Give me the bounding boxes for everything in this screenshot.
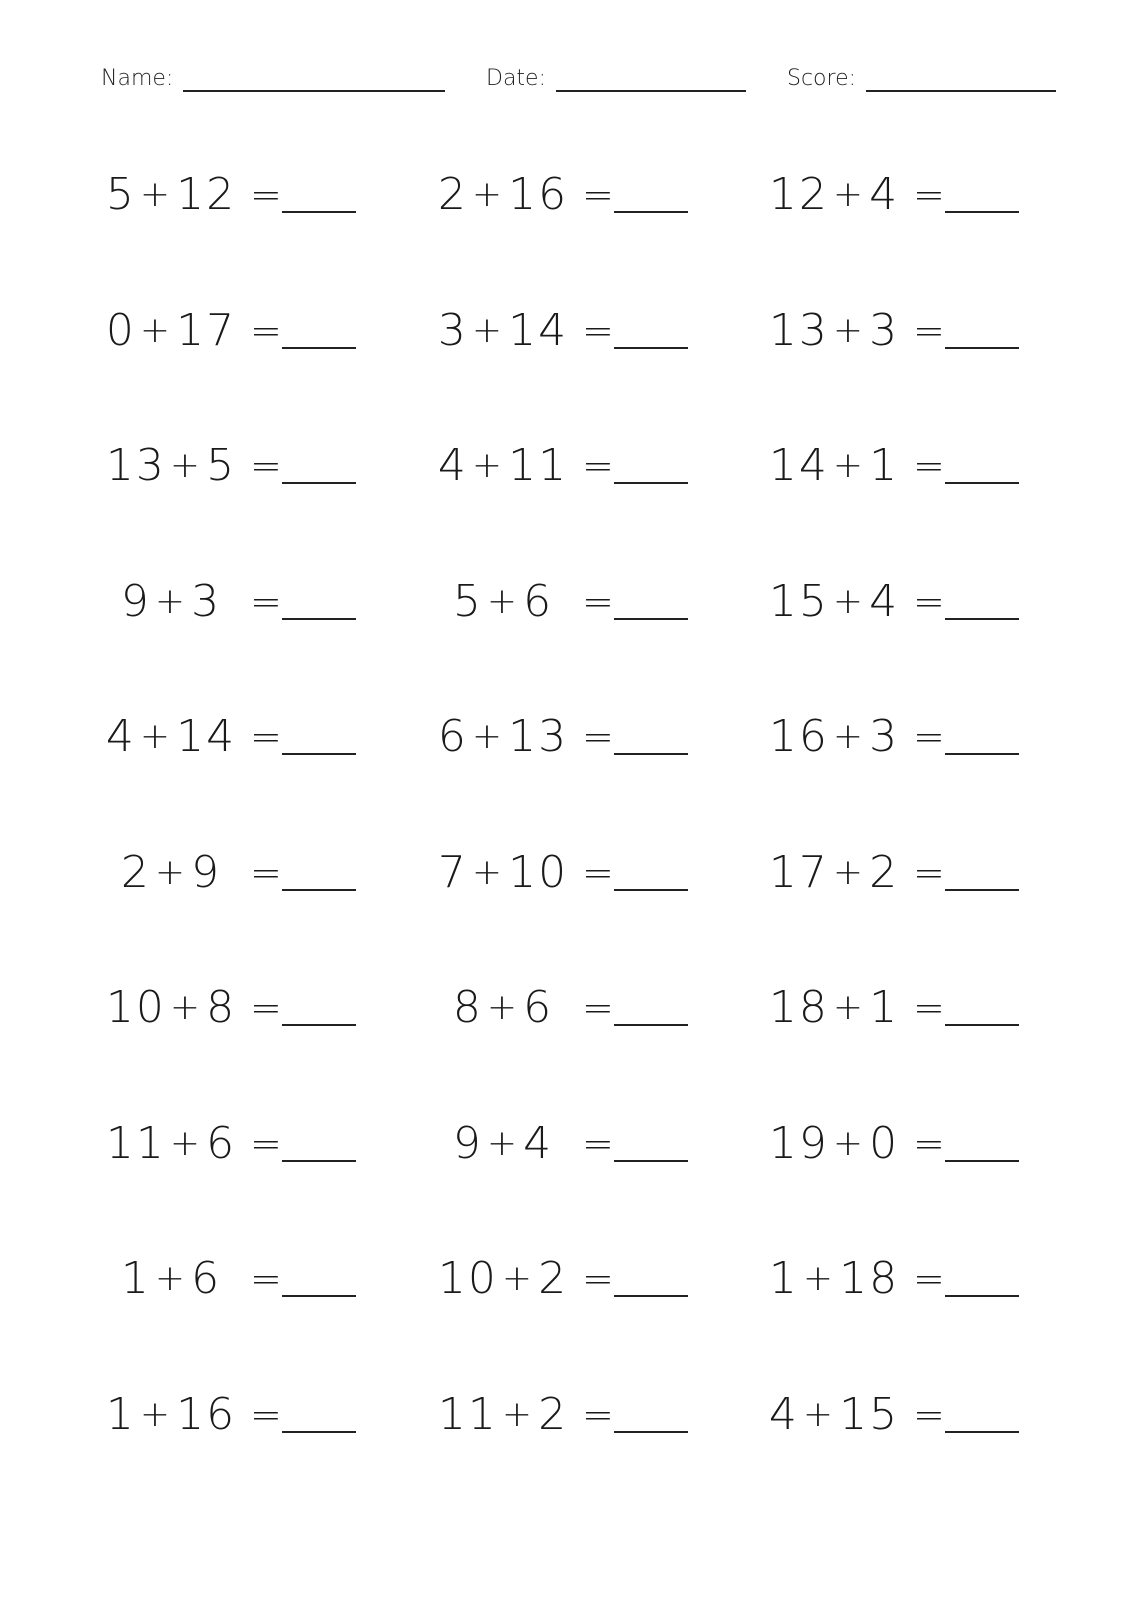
addend-2: 6 <box>523 576 554 627</box>
plus-sign: + <box>139 174 173 215</box>
addend-2: 4 <box>523 1118 554 1169</box>
problem-item <box>428 165 758 225</box>
addend-1: 9 <box>120 576 151 627</box>
answer-blank[interactable] <box>614 1024 688 1026</box>
plus-sign: + <box>832 852 866 893</box>
problem-item <box>759 1114 1089 1174</box>
problem-item <box>428 978 758 1038</box>
plus-sign: + <box>139 1394 173 1435</box>
problem-expression <box>428 572 578 635</box>
addend-2: 6 <box>206 1118 237 1169</box>
equals-sign: = <box>250 1257 282 1301</box>
equals-sign: = <box>582 1393 614 1437</box>
addend-2: 6 <box>523 982 554 1033</box>
addend-1: 5 <box>105 169 136 220</box>
addend-2: 2 <box>869 847 900 898</box>
plus-sign: + <box>139 310 173 351</box>
addend-1: 1 <box>768 1253 799 1304</box>
addend-1: 13 <box>105 440 166 491</box>
plus-sign: + <box>832 987 866 1028</box>
addend-2: 6 <box>191 1253 222 1304</box>
equals-sign: = <box>250 986 282 1030</box>
addend-2: 2 <box>538 1253 569 1304</box>
answer-blank[interactable] <box>282 889 356 891</box>
addend-2: 4 <box>869 169 900 220</box>
problem-expression <box>759 165 909 228</box>
problem-expression <box>96 165 246 228</box>
answer-blank[interactable] <box>614 1160 688 1162</box>
problem-item <box>759 707 1089 767</box>
answer-blank[interactable] <box>614 889 688 891</box>
plus-sign: + <box>501 1258 535 1299</box>
problem-expression <box>428 978 578 1041</box>
plus-sign: + <box>169 987 203 1028</box>
addend-2: 16 <box>508 169 569 220</box>
answer-blank[interactable] <box>614 1431 688 1433</box>
addend-2: 16 <box>176 1389 237 1440</box>
plus-sign: + <box>832 1123 866 1164</box>
answer-blank[interactable] <box>282 1024 356 1026</box>
addend-1: 9 <box>452 1118 483 1169</box>
equals-sign: = <box>250 851 282 895</box>
problem-expression <box>96 978 246 1041</box>
addend-2: 1 <box>869 440 900 491</box>
equals-sign: = <box>250 309 282 353</box>
answer-blank[interactable] <box>945 753 1019 755</box>
addend-1: 1 <box>120 1253 151 1304</box>
date-label: Date: <box>486 66 546 91</box>
problem-item <box>759 978 1089 1038</box>
problem-item <box>428 707 758 767</box>
problem-item <box>428 843 758 903</box>
equals-sign: = <box>250 1393 282 1437</box>
equals-sign: = <box>913 173 945 217</box>
problem-expression <box>759 572 909 635</box>
equals-sign: = <box>582 986 614 1030</box>
addend-1: 4 <box>768 1389 799 1440</box>
answer-blank[interactable] <box>945 1431 1019 1433</box>
plus-sign: + <box>832 310 866 351</box>
answer-blank[interactable] <box>282 618 356 620</box>
problem-expression <box>96 843 246 906</box>
answer-blank[interactable] <box>945 1024 1019 1026</box>
addend-1: 7 <box>437 847 468 898</box>
answer-blank[interactable] <box>282 211 356 213</box>
problem-expression <box>96 436 246 499</box>
addend-2: 4 <box>869 576 900 627</box>
equals-sign: = <box>913 1122 945 1166</box>
answer-blank[interactable] <box>945 1160 1019 1162</box>
plus-sign: + <box>154 1258 188 1299</box>
addend-1: 18 <box>768 982 829 1033</box>
equals-sign: = <box>913 309 945 353</box>
problem-expression <box>428 843 578 906</box>
addend-2: 13 <box>508 711 569 762</box>
plus-sign: + <box>832 445 866 486</box>
addend-2: 3 <box>191 576 222 627</box>
problem-expression <box>759 1385 909 1448</box>
addend-2: 11 <box>508 440 569 491</box>
problem-expression <box>96 1114 246 1177</box>
equals-sign: = <box>582 309 614 353</box>
problem-expression <box>428 1249 578 1312</box>
equals-sign: = <box>913 580 945 624</box>
plus-sign: + <box>486 987 520 1028</box>
problem-expression <box>759 1249 909 1312</box>
addend-2: 3 <box>869 305 900 356</box>
equals-sign: = <box>582 173 614 217</box>
equals-sign: = <box>582 580 614 624</box>
problem-item <box>428 572 758 632</box>
addend-1: 2 <box>437 169 468 220</box>
equals-sign: = <box>250 1122 282 1166</box>
answer-blank[interactable] <box>945 1295 1019 1297</box>
addend-1: 16 <box>768 711 829 762</box>
problem-expression <box>759 978 909 1041</box>
problem-item <box>96 843 426 903</box>
problem-item <box>759 165 1089 225</box>
equals-sign: = <box>913 444 945 488</box>
answer-blank[interactable] <box>614 347 688 349</box>
problem-expression <box>96 1385 246 1448</box>
problem-item <box>428 301 758 361</box>
problem-item <box>759 572 1089 632</box>
problem-expression <box>759 1114 909 1177</box>
addend-1: 4 <box>437 440 468 491</box>
plus-sign: + <box>471 852 505 893</box>
problem-item <box>96 707 426 767</box>
problem-item <box>96 978 426 1038</box>
addend-1: 3 <box>437 305 468 356</box>
equals-sign: = <box>582 444 614 488</box>
answer-blank[interactable] <box>614 1295 688 1297</box>
problem-expression <box>428 1114 578 1177</box>
equals-sign: = <box>582 1122 614 1166</box>
problem-expression <box>96 572 246 635</box>
score-label: Score: <box>787 66 857 91</box>
problem-item <box>759 436 1089 496</box>
problem-item <box>428 1249 758 1309</box>
plus-sign: + <box>486 1123 520 1164</box>
problem-item <box>96 572 426 632</box>
plus-sign: + <box>832 174 866 215</box>
equals-sign: = <box>582 1257 614 1301</box>
addend-1: 17 <box>768 847 829 898</box>
equals-sign: = <box>582 851 614 895</box>
equals-sign: = <box>913 851 945 895</box>
answer-blank[interactable] <box>614 482 688 484</box>
problem-expression <box>759 301 909 364</box>
problem-expression <box>96 301 246 364</box>
addend-1: 1 <box>105 1389 136 1440</box>
problem-item <box>96 301 426 361</box>
addend-1: 5 <box>452 576 483 627</box>
problem-expression <box>428 1385 578 1448</box>
answer-blank[interactable] <box>282 753 356 755</box>
addend-2: 0 <box>869 1118 900 1169</box>
addend-1: 8 <box>452 982 483 1033</box>
plus-sign: + <box>154 852 188 893</box>
problem-expression <box>759 436 909 499</box>
problem-expression <box>428 165 578 228</box>
addend-1: 10 <box>437 1253 498 1304</box>
problem-item <box>96 165 426 225</box>
addend-1: 0 <box>105 305 136 356</box>
problem-expression <box>96 707 246 770</box>
problem-item <box>96 436 426 496</box>
plus-sign: + <box>501 1394 535 1435</box>
equals-sign: = <box>250 580 282 624</box>
plus-sign: + <box>471 445 505 486</box>
addend-2: 12 <box>176 169 237 220</box>
problem-expression <box>759 843 909 906</box>
addend-1: 11 <box>437 1389 498 1440</box>
answer-blank[interactable] <box>282 1295 356 1297</box>
answer-blank[interactable] <box>614 753 688 755</box>
addend-1: 15 <box>768 576 829 627</box>
problem-expression <box>759 707 909 770</box>
equals-sign: = <box>913 715 945 759</box>
addend-1: 4 <box>105 711 136 762</box>
addend-2: 9 <box>191 847 222 898</box>
plus-sign: + <box>169 445 203 486</box>
plus-sign: + <box>154 581 188 622</box>
problem-item <box>428 1385 758 1445</box>
answer-blank[interactable] <box>945 211 1019 213</box>
problem-expression <box>428 436 578 499</box>
addend-2: 18 <box>839 1253 900 1304</box>
answer-blank[interactable] <box>282 1160 356 1162</box>
plus-sign: + <box>832 581 866 622</box>
answer-blank[interactable] <box>945 347 1019 349</box>
problem-item <box>759 843 1089 903</box>
problem-expression <box>96 1249 246 1312</box>
addend-2: 14 <box>508 305 569 356</box>
answer-blank[interactable] <box>945 889 1019 891</box>
plus-sign: + <box>486 581 520 622</box>
plus-sign: + <box>471 716 505 757</box>
plus-sign: + <box>139 716 173 757</box>
answer-blank[interactable] <box>282 1431 356 1433</box>
problem-item <box>96 1249 426 1309</box>
problem-item <box>428 1114 758 1174</box>
addend-1: 12 <box>768 169 829 220</box>
addend-2: 10 <box>508 847 569 898</box>
addend-2: 17 <box>176 305 237 356</box>
name-label: Name: <box>101 66 174 91</box>
problem-expression <box>428 301 578 364</box>
answer-blank[interactable] <box>614 618 688 620</box>
equals-sign: = <box>250 715 282 759</box>
addend-2: 5 <box>206 440 237 491</box>
addend-1: 10 <box>105 982 166 1033</box>
addend-1: 19 <box>768 1118 829 1169</box>
answer-blank[interactable] <box>945 618 1019 620</box>
answer-blank[interactable] <box>282 347 356 349</box>
problem-item <box>96 1114 426 1174</box>
equals-sign: = <box>913 1257 945 1301</box>
addend-2: 8 <box>206 982 237 1033</box>
addend-1: 6 <box>437 711 468 762</box>
problem-item <box>759 301 1089 361</box>
problem-item <box>759 1249 1089 1309</box>
equals-sign: = <box>913 986 945 1030</box>
answer-blank[interactable] <box>282 482 356 484</box>
equals-sign: = <box>250 173 282 217</box>
addend-1: 14 <box>768 440 829 491</box>
addend-2: 15 <box>839 1389 900 1440</box>
equals-sign: = <box>250 444 282 488</box>
plus-sign: + <box>169 1123 203 1164</box>
addend-2: 2 <box>538 1389 569 1440</box>
equals-sign: = <box>913 1393 945 1437</box>
addend-1: 11 <box>105 1118 166 1169</box>
addend-2: 3 <box>869 711 900 762</box>
plus-sign: + <box>802 1394 836 1435</box>
addend-2: 1 <box>869 982 900 1033</box>
answer-blank[interactable] <box>945 482 1019 484</box>
plus-sign: + <box>471 310 505 351</box>
plus-sign: + <box>832 716 866 757</box>
addend-2: 14 <box>176 711 237 762</box>
addend-1: 13 <box>768 305 829 356</box>
problem-item <box>759 1385 1089 1445</box>
plus-sign: + <box>802 1258 836 1299</box>
problem-expression <box>428 707 578 770</box>
answer-blank[interactable] <box>614 211 688 213</box>
problem-item <box>428 436 758 496</box>
problem-item <box>96 1385 426 1445</box>
plus-sign: + <box>471 174 505 215</box>
equals-sign: = <box>582 715 614 759</box>
addend-1: 2 <box>120 847 151 898</box>
